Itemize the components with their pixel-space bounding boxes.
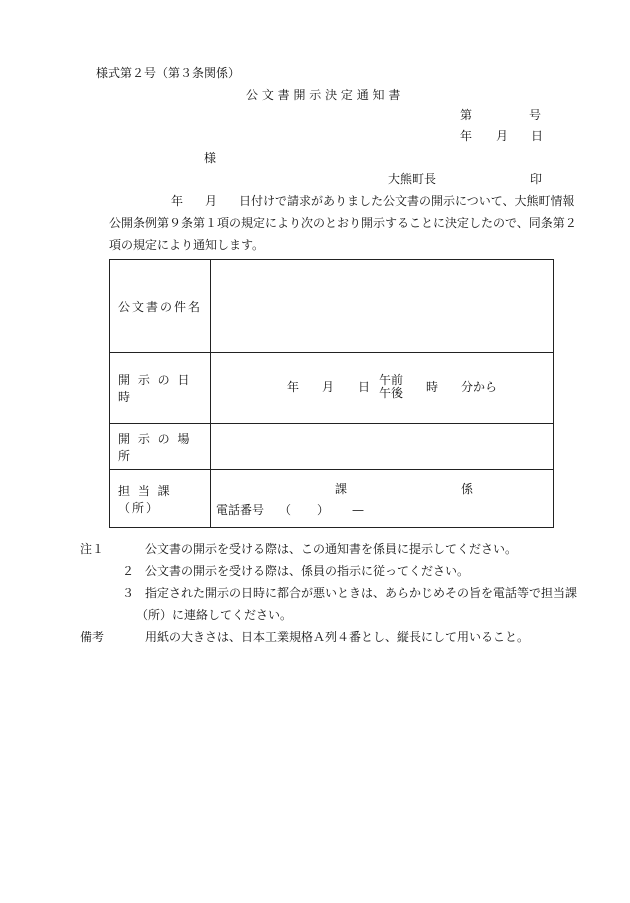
notice-body-line-1: [109, 190, 575, 212]
dt-pm: 午後: [379, 386, 404, 400]
note-text: 公文書の開示を受ける際は、この通知書を係員に提示してください。: [145, 542, 518, 556]
dt-month: 月: [322, 380, 335, 394]
notice-body: [109, 190, 577, 256]
phone-dash: —: [352, 503, 364, 517]
note-item: [80, 538, 579, 560]
note-number: 注１: [80, 542, 105, 556]
dt-minute: 分から: [461, 380, 498, 394]
dept-subsection: 係: [461, 482, 474, 496]
date-month: 月: [496, 129, 509, 143]
dt-day: 日: [358, 380, 371, 394]
document-title: 公 文 書 開 示 決 定 通 知 書: [246, 88, 401, 102]
doc-number-suffix: 号: [529, 108, 542, 122]
note-text: （所）に連絡してください。: [136, 608, 293, 622]
note-item: [109, 560, 579, 582]
place-value: [211, 424, 554, 470]
row-datetime: [110, 353, 554, 424]
note-item: [109, 582, 579, 604]
dept-label: 担 当 課 （所）: [110, 470, 211, 528]
doc-name-value: [211, 260, 554, 353]
row-document-name: [110, 260, 554, 353]
date-day: 日: [531, 129, 544, 143]
phone-open-paren: （: [279, 503, 292, 517]
remark-text: 用紙の大きさは、日本工業規格Ａ列４番とし、縦長にして用いること。: [145, 630, 530, 644]
dept-value: [211, 470, 554, 528]
body-date-month: 月: [205, 194, 218, 208]
issuer-seal: 印: [530, 172, 543, 186]
dt-year: 年: [287, 380, 300, 394]
form-id: 様式第２号（第３条関係）: [96, 66, 241, 80]
dt-hour: 時: [426, 380, 439, 394]
note-text: 公文書の開示を受ける際は、係員の指示に従ってください。: [145, 564, 470, 578]
dept-section: 課: [335, 482, 348, 496]
body-line-1-text: 日付けで請求がありました公文書の開示について、大熊町情報: [239, 194, 575, 208]
remark-label: 備考: [80, 630, 105, 644]
place-label: 開 示 の 場 所: [110, 424, 211, 470]
body-date-year: 年: [171, 194, 184, 208]
issuer-name: 大熊町長: [388, 172, 437, 186]
doc-name-label: 公文書の件名: [110, 260, 211, 353]
datetime-value: [211, 353, 554, 424]
disclosure-table: [109, 259, 554, 528]
date-year: 年: [460, 129, 473, 143]
notice-body-line-2: 公開条例第９条第１項の規定により次のとおり開示することに決定したので、同条第２: [109, 216, 577, 230]
datetime-label: 開 示 の 日 時: [110, 353, 211, 424]
row-place: [110, 424, 554, 470]
doc-number-prefix: 第: [460, 108, 473, 122]
note-text: 指定された開示の日時に都合が悪いときは、あらかじめその旨を電話等で担当課: [145, 586, 578, 600]
notice-body-line-3: 項の規定により通知します。: [109, 238, 265, 252]
remark: [80, 626, 579, 648]
notes: [80, 538, 579, 648]
note-number: ３: [122, 586, 135, 600]
phone-label: 電話番号: [216, 503, 265, 517]
addressee-suffix: 様: [204, 151, 217, 165]
note-number: ２: [122, 564, 135, 578]
dt-am: 午前: [379, 373, 404, 387]
phone-close-paren: ）: [317, 503, 330, 517]
note-item: [109, 604, 579, 626]
row-department: [110, 470, 554, 528]
